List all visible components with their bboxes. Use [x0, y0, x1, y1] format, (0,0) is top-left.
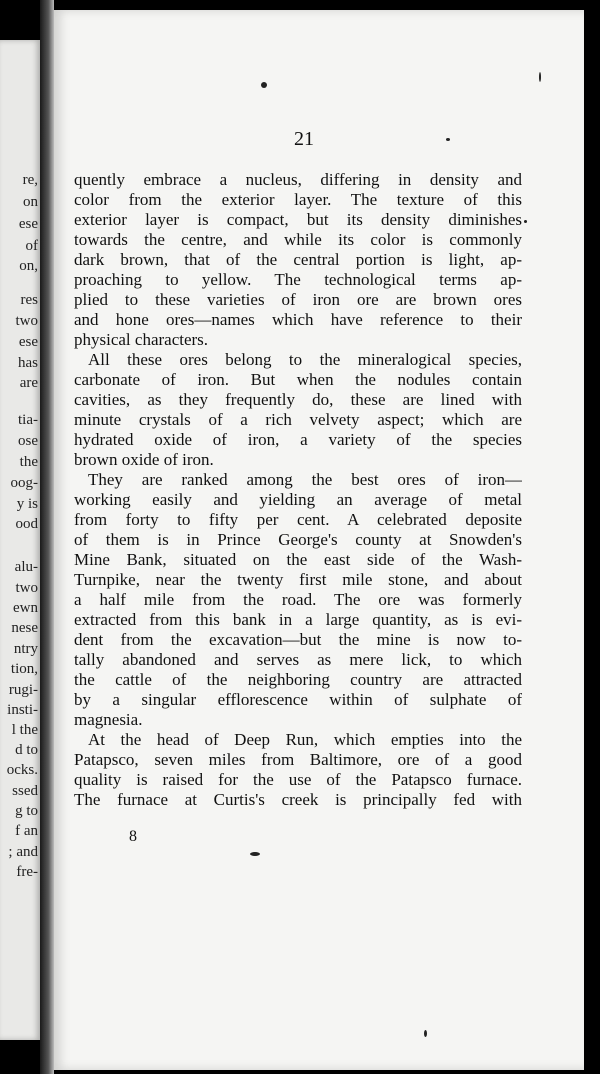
left-page-fragment: tion, [10, 661, 38, 677]
left-page-fragment: ; and [8, 844, 38, 860]
text-line: of them is in Prince George's county at Snowden's [74, 530, 522, 549]
left-page-fragment: l the [11, 722, 38, 738]
text-line: dark brown, that of the central portion is light, ap- [74, 250, 522, 269]
left-page-fragment: ocks. [6, 762, 38, 778]
left-page-fragment: ose [18, 433, 38, 449]
text-line: Mine Bank, situated on the east side of the Wash- [74, 550, 522, 569]
text-line: from forty to fifty per cent. A celebrated deposite [74, 510, 522, 529]
text-line: quality is raised for the use of the Patapsco furnace. [74, 770, 522, 789]
text-line: All these ores belong to the mineralogical species, [88, 350, 522, 369]
text-line: Turnpike, near the twenty first mile stone, and about [74, 570, 522, 589]
text-line: tally abandoned and serves as mere lick, to which [74, 650, 522, 669]
left-page-fragment: rugi- [8, 682, 38, 698]
left-page-fragment: alu- [14, 559, 38, 575]
left-page-fragment: f an [15, 823, 38, 839]
book-page [54, 10, 584, 1070]
body-text [74, 170, 522, 810]
left-page-fragment: fre- [16, 864, 38, 880]
text-line: carbonate of iron. But when the nodules contain [74, 370, 522, 389]
left-page-fragment: the [19, 454, 38, 470]
text-line: working easily and yielding an average of metal [74, 490, 522, 509]
ink-speck [250, 852, 260, 856]
left-page-fragment: two [15, 313, 38, 329]
text-line: towards the centre, and while its color is commonly [74, 230, 522, 249]
signature-mark: 8 [129, 828, 137, 845]
left-page-fragment: on, [19, 258, 38, 274]
text-line: and hone ores—names which have reference to their [74, 310, 522, 329]
text-line: At the head of Deep Run, which empties into the [88, 730, 522, 749]
text-line: physical characters. [74, 330, 209, 349]
text-line: hydrated oxide of iron, a variety of the species [74, 430, 522, 449]
text-line: a half mile from the road. The ore was formerly [74, 590, 522, 609]
left-page-fragment: tia- [18, 412, 38, 428]
text-line: quently embrace a nucleus, differing in density and [74, 170, 522, 189]
text-line: dent from the excavation—but the mine is now to- [74, 630, 522, 649]
left-page-fragment: y is [16, 496, 38, 512]
text-line: plied to these varieties of iron ore are brown ores [74, 290, 522, 309]
text-line: The furnace at Curtis's creek is principally fed with [74, 790, 522, 809]
left-page-fragment: re, [22, 172, 38, 188]
left-page-edge [0, 40, 40, 1040]
left-page-fragment: two [15, 580, 38, 596]
left-page-fragment: d to [15, 742, 38, 758]
ink-speck [524, 220, 527, 223]
left-page-fragment: has [18, 355, 38, 371]
left-page-fragment: ese [18, 334, 38, 350]
left-page-fragment: ntry [13, 641, 38, 657]
left-page-fragment: are [19, 375, 38, 391]
left-page-fragment: of [25, 238, 38, 254]
text-line: brown oxide of iron. [74, 450, 214, 469]
text-line: by a singular efflorescence within of sulphate of [74, 690, 522, 709]
left-page-fragment: res [20, 292, 38, 308]
left-page-fragment: g to [15, 803, 38, 819]
text-line: minute crystals of a rich velvety aspect; which are [74, 410, 522, 429]
ink-speck [446, 138, 450, 141]
text-line: They are ranked among the best ores of iron— [88, 470, 522, 489]
left-page-fragment: insti- [7, 702, 38, 718]
text-line: proaching to yellow. The technological terms ap- [74, 270, 522, 289]
left-page-fragment: ewn [13, 600, 38, 616]
text-line: Patapsco, seven miles from Baltimore, ore of a good [74, 750, 522, 769]
text-line: cavities, as they frequently do, these are lined with [74, 390, 522, 409]
left-page-fragment: ssed [12, 783, 38, 799]
page-number: 21 [294, 128, 314, 150]
text-line: extracted from this bank in a large quantity, as is evi- [74, 610, 522, 629]
book-gutter [40, 0, 54, 1074]
left-page-fragment: ood [15, 516, 38, 532]
left-page-fragment: ese [18, 216, 38, 232]
left-page-fragment: oog- [10, 475, 38, 491]
ink-speck [261, 82, 267, 88]
ink-speck [539, 72, 541, 82]
ink-speck [424, 1030, 427, 1037]
text-line: exterior layer is compact, but its density diminishes [74, 210, 522, 229]
text-line: magnesia. [74, 710, 143, 729]
left-page-fragment: on [23, 194, 38, 210]
left-page-fragment: nese [11, 620, 38, 636]
text-line: the cattle of the neighboring country are attracted [74, 670, 522, 689]
text-line: color from the exterior layer. The texture of this [74, 190, 522, 209]
